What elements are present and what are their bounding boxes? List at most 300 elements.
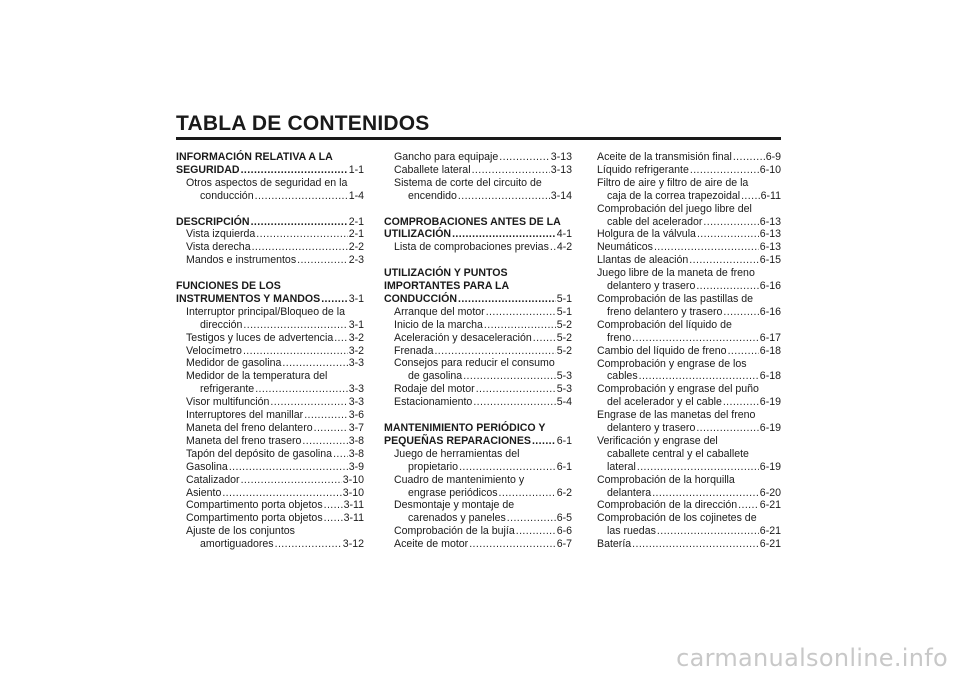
toc-entry-text: caja de la correa trapezoidal bbox=[607, 189, 741, 202]
dot-leader bbox=[690, 164, 759, 177]
dot-leader bbox=[275, 538, 342, 551]
toc-entry bbox=[597, 151, 781, 164]
toc-page-number: 6-2 bbox=[556, 486, 572, 499]
toc-entry-text: Comprobación de los cojinetes de bbox=[597, 512, 757, 525]
toc-entry-line bbox=[384, 499, 572, 512]
toc-entry bbox=[384, 177, 572, 203]
toc-entry-line bbox=[597, 319, 781, 332]
toc-entry-line bbox=[176, 228, 364, 241]
toc-entry-text: carenados y paneles bbox=[408, 512, 506, 525]
toc-page-number: 3-8 bbox=[348, 447, 364, 460]
toc-page-number: 6-9 bbox=[765, 151, 781, 163]
toc-entry bbox=[176, 448, 364, 461]
toc-page-number: 3-7 bbox=[348, 422, 364, 434]
toc-entry-line bbox=[176, 332, 364, 345]
toc-page-number: 3-3 bbox=[348, 396, 364, 409]
dot-leader bbox=[255, 190, 348, 203]
toc-entry-text: Compartimento porta objetos bbox=[186, 499, 323, 512]
toc-entry-line bbox=[176, 499, 364, 512]
toc-entry-line bbox=[597, 358, 781, 371]
toc-page-number: 6-13 bbox=[759, 228, 781, 241]
toc-entry-line bbox=[597, 383, 781, 396]
toc-entry-line bbox=[176, 448, 364, 461]
toc-entry-text: Visor multifunción bbox=[186, 396, 270, 409]
dot-leader bbox=[637, 461, 759, 474]
toc-entry-line bbox=[176, 461, 364, 474]
toc-entry-line bbox=[384, 164, 572, 177]
toc-entry bbox=[384, 525, 572, 538]
toc-entry-line bbox=[597, 280, 781, 293]
toc-entry-line bbox=[384, 370, 572, 383]
toc-page-number: 6-19 bbox=[759, 396, 781, 409]
toc-entry-line bbox=[597, 216, 781, 229]
toc-entry-text: Aceleración y desaceleración bbox=[394, 331, 532, 344]
dot-leader bbox=[486, 306, 556, 319]
toc-entry-text: Líquido refrigerante bbox=[597, 163, 689, 176]
dot-leader bbox=[222, 487, 341, 500]
toc-entry-text: Maneta del freno delantero bbox=[186, 422, 313, 434]
toc-page-number: 6-16 bbox=[759, 280, 781, 293]
toc-entry-text: Cambio del líquido de freno bbox=[597, 344, 727, 357]
toc-entry bbox=[176, 487, 364, 500]
toc-entry-line bbox=[384, 216, 572, 229]
toc-entry-line bbox=[384, 345, 572, 358]
dot-leader bbox=[243, 345, 348, 358]
toc-entry-line bbox=[176, 319, 364, 332]
toc-entry bbox=[597, 241, 781, 254]
toc-entry-line bbox=[384, 487, 572, 500]
toc-entry-text: Mandos e instrumentos bbox=[186, 254, 297, 267]
dot-leader bbox=[469, 538, 555, 551]
dot-leader bbox=[334, 332, 347, 345]
toc-entry-text: CONDUCCIÓN bbox=[384, 292, 457, 305]
toc-entry-text: Neumáticos bbox=[597, 241, 653, 254]
toc-entry bbox=[176, 422, 364, 435]
toc-entry-text: Arranque del motor bbox=[394, 305, 485, 318]
toc-entry-line bbox=[597, 422, 781, 435]
toc-entry-text: encendido bbox=[408, 189, 457, 202]
watermark: carmanualsonline.info bbox=[676, 644, 948, 672]
toc-page-number: 5-3 bbox=[556, 383, 572, 396]
toc-entry-line bbox=[384, 293, 572, 306]
dot-leader bbox=[458, 293, 556, 306]
toc-page-number: 3-2 bbox=[348, 344, 364, 357]
toc-page-number: 6-19 bbox=[759, 422, 781, 435]
toc-entry-text: Batería bbox=[597, 538, 632, 551]
toc-entry-text: Catalizador bbox=[186, 473, 240, 486]
toc-entry-line bbox=[384, 306, 572, 319]
toc-entry-text: Otros aspectos de seguridad en la bbox=[186, 176, 348, 189]
toc-entry-text: lateral bbox=[607, 460, 636, 473]
dot-leader bbox=[241, 474, 342, 487]
dot-leader bbox=[632, 538, 759, 551]
toc-entry-line bbox=[176, 396, 364, 409]
toc-entry bbox=[597, 293, 781, 319]
page-title: TABLA DE CONTENIDOS bbox=[176, 112, 430, 135]
toc-entry bbox=[597, 228, 781, 241]
dot-leader bbox=[703, 216, 758, 229]
toc-entry bbox=[597, 267, 781, 293]
toc-entry-line bbox=[176, 151, 364, 164]
toc-entry-text: Caballete lateral bbox=[394, 163, 471, 176]
dot-leader bbox=[697, 228, 759, 241]
dot-leader bbox=[654, 241, 759, 254]
toc-entry-text: delantero y trasero bbox=[607, 422, 696, 435]
toc-entry-line bbox=[384, 512, 572, 525]
toc-entry-line bbox=[597, 241, 781, 254]
toc-entry-line bbox=[384, 151, 572, 164]
toc-entry-text: refrigerante bbox=[200, 383, 255, 396]
toc-entry-line bbox=[384, 396, 572, 409]
toc-entry-text: Holgura de la válvula bbox=[597, 228, 696, 241]
toc-entry bbox=[176, 499, 364, 512]
toc-entry bbox=[384, 151, 572, 164]
title-rule bbox=[176, 137, 781, 140]
toc-entry bbox=[384, 396, 572, 409]
toc-entry-line bbox=[176, 474, 364, 487]
toc-page-number: 4-1 bbox=[556, 228, 572, 241]
toc-page-number: 3-13 bbox=[550, 151, 572, 163]
toc-entry-text: Juego libre de la maneta de freno bbox=[597, 267, 755, 280]
toc-entry-text: Comprobación y engrase de los bbox=[597, 357, 747, 370]
dot-leader bbox=[459, 461, 556, 474]
toc-page-number: 3-9 bbox=[348, 460, 364, 473]
toc-entry-line bbox=[597, 487, 781, 500]
toc-entry-text: INSTRUMENTOS Y MANDOS bbox=[176, 292, 321, 305]
toc-section-heading bbox=[384, 267, 572, 306]
dot-leader bbox=[324, 499, 343, 512]
toc-entry-line bbox=[176, 422, 364, 435]
dot-leader bbox=[652, 487, 759, 500]
toc-entry-line bbox=[597, 164, 781, 177]
toc-page-number: 6-17 bbox=[759, 331, 781, 344]
toc-entry-text: cable del acelerador bbox=[607, 215, 703, 228]
toc-entry-line bbox=[597, 151, 781, 164]
toc-page-number: 3-2 bbox=[348, 331, 364, 344]
toc-entry-text: Llantas de aleación bbox=[597, 254, 689, 267]
dot-leader bbox=[741, 190, 759, 203]
toc-entry-line bbox=[384, 383, 572, 396]
toc-entry-line bbox=[384, 241, 572, 254]
toc-entry-line bbox=[384, 319, 572, 332]
toc-entry-line bbox=[176, 383, 364, 396]
toc-entry-line bbox=[176, 409, 364, 422]
toc-page-number: 5-3 bbox=[556, 370, 572, 383]
dot-leader bbox=[484, 319, 556, 332]
toc-entry-text: Vista derecha bbox=[186, 241, 251, 254]
toc-page-number: 2-1 bbox=[348, 215, 364, 228]
dot-leader bbox=[333, 448, 348, 461]
toc-entry-line bbox=[597, 293, 781, 306]
toc-entry bbox=[176, 409, 364, 422]
toc-page-number: 6-7 bbox=[556, 538, 572, 551]
toc-entry-line bbox=[597, 435, 781, 448]
toc-entry bbox=[176, 435, 364, 448]
toc-page-number: 5-1 bbox=[556, 305, 572, 318]
toc-entry-line bbox=[176, 177, 364, 190]
dot-leader bbox=[282, 357, 347, 370]
toc-entry-line bbox=[597, 177, 781, 190]
toc-entry-text: Medidor de la temperatura del bbox=[186, 370, 328, 383]
toc-entry-text: Consejos para reducir el consumo bbox=[394, 357, 555, 370]
toc-entry bbox=[176, 370, 364, 396]
toc-entry-line bbox=[384, 448, 572, 461]
toc-page-number: 6-13 bbox=[759, 241, 781, 254]
toc-entry-text: UTILIZACIÓN bbox=[384, 228, 452, 241]
toc-page-number: 2-2 bbox=[348, 241, 364, 254]
toc-entry bbox=[176, 525, 364, 551]
toc-entry bbox=[384, 319, 572, 332]
dot-leader bbox=[728, 345, 759, 358]
toc-entry bbox=[384, 164, 572, 177]
toc-entry bbox=[597, 164, 781, 177]
toc-page-number: 5-4 bbox=[556, 396, 572, 409]
toc-page-number: 2-3 bbox=[348, 254, 364, 267]
dot-leader bbox=[516, 525, 556, 538]
dot-leader bbox=[243, 319, 347, 332]
toc-entry-text: Aceite de motor bbox=[394, 538, 469, 551]
toc-entry-text: Comprobación del líquido de bbox=[597, 318, 732, 331]
toc-entry-text: Gancho para equipaje bbox=[394, 151, 499, 163]
toc-entry bbox=[384, 474, 572, 500]
toc-entry-line bbox=[597, 190, 781, 203]
toc-page-number: 3-10 bbox=[342, 486, 364, 499]
toc-page-number: 6-11 bbox=[760, 189, 781, 202]
toc-entry bbox=[597, 512, 781, 538]
toc-page-number: 6-5 bbox=[556, 512, 572, 525]
toc-entry-text: Estacionamiento bbox=[394, 396, 473, 409]
toc-entry-text: MANTENIMIENTO PERIÓDICO Y bbox=[384, 421, 546, 434]
toc-page-number: 6-21 bbox=[759, 538, 781, 551]
toc-entry-text: del acelerador y el cable bbox=[607, 396, 722, 409]
toc-entry-text: Interruptores del manillar bbox=[186, 409, 304, 422]
toc-entry bbox=[384, 332, 572, 345]
toc-entry-text: las ruedas bbox=[607, 525, 656, 538]
toc-entry-line bbox=[176, 370, 364, 383]
dot-leader bbox=[689, 254, 759, 267]
dot-leader bbox=[639, 370, 759, 383]
toc-entry-text: Comprobación de la bujía bbox=[394, 525, 515, 538]
toc-entry-line bbox=[597, 332, 781, 345]
toc-entry-line bbox=[384, 332, 572, 345]
toc-entry-text: engrase periódicos bbox=[408, 486, 498, 499]
toc-page-number: 6-19 bbox=[759, 460, 781, 473]
toc-entry-line bbox=[384, 280, 572, 293]
toc-entry-text: PEQUEÑAS REPARACIONES bbox=[384, 434, 531, 447]
dot-leader bbox=[463, 370, 555, 383]
toc-page-number: 3-1 bbox=[348, 292, 364, 305]
dot-leader bbox=[532, 435, 556, 448]
toc-page-number: 5-2 bbox=[556, 318, 572, 331]
dot-leader bbox=[499, 151, 550, 164]
toc-entry bbox=[597, 538, 781, 551]
toc-entry-line bbox=[597, 254, 781, 267]
toc-page-number: 6-10 bbox=[759, 163, 781, 176]
toc-column-1 bbox=[176, 151, 364, 551]
toc-page-number: 6-16 bbox=[759, 305, 781, 318]
toc-entry bbox=[384, 499, 572, 525]
toc-entry bbox=[176, 396, 364, 409]
toc-entry-text: dirección bbox=[200, 318, 243, 331]
dot-leader bbox=[256, 228, 347, 241]
toc-entry-text: cables bbox=[607, 370, 638, 383]
dot-leader bbox=[696, 422, 758, 435]
toc-section-heading bbox=[384, 216, 572, 242]
toc-page-number: 3-8 bbox=[348, 434, 364, 447]
toc-entry-text: UTILIZACIÓN Y PUNTOS bbox=[384, 267, 508, 280]
toc-entry-line bbox=[384, 190, 572, 203]
dot-leader bbox=[458, 190, 550, 203]
toc-entry bbox=[597, 383, 781, 409]
toc-section-heading bbox=[384, 422, 572, 448]
dot-leader bbox=[476, 383, 556, 396]
toc-entry bbox=[384, 345, 572, 358]
toc-entry-text: conducción bbox=[200, 189, 254, 202]
toc-entry-line bbox=[384, 474, 572, 487]
toc-entry bbox=[176, 254, 364, 267]
toc-entry bbox=[597, 358, 781, 384]
toc-page-number: 6-1 bbox=[556, 434, 572, 447]
toc-entry-line bbox=[176, 525, 364, 538]
toc-entry bbox=[597, 177, 781, 203]
toc-page-number: 5-1 bbox=[556, 292, 572, 305]
toc-page-number: 6-15 bbox=[759, 254, 781, 267]
toc-page-number: 5-2 bbox=[556, 344, 572, 357]
toc-entry-text: INFORMACIÓN RELATIVA A LA bbox=[176, 151, 333, 163]
toc-page-number: 3-12 bbox=[342, 538, 364, 551]
toc-page-number: 6-18 bbox=[759, 370, 781, 383]
toc-entry bbox=[176, 345, 364, 358]
toc-entry-line bbox=[176, 512, 364, 525]
toc-page-number: 3-11 bbox=[343, 512, 364, 525]
toc-entry-text: Compartimento porta objetos bbox=[186, 512, 323, 525]
toc-entry-line bbox=[176, 487, 364, 500]
toc-entry-text: DESCRIPCIÓN bbox=[176, 215, 250, 228]
dot-leader bbox=[452, 228, 556, 241]
toc-entry-text: Inicio de la marcha bbox=[394, 318, 483, 331]
toc-entry-text: Verificación y engrase del bbox=[597, 434, 718, 447]
toc-entry-text: Gasolina bbox=[186, 460, 228, 473]
toc-entry bbox=[384, 357, 572, 383]
dot-leader bbox=[302, 435, 347, 448]
dot-leader bbox=[738, 499, 759, 512]
toc-entry-text: Filtro de aire y filtro de aire de la bbox=[597, 176, 749, 189]
toc-page-number: 3-10 bbox=[342, 473, 364, 486]
toc-entry-text: Comprobación y engrase del puño bbox=[597, 383, 759, 396]
dot-leader bbox=[533, 332, 556, 345]
dot-leader bbox=[270, 396, 347, 409]
toc-entry bbox=[176, 332, 364, 345]
toc-entry-line bbox=[176, 280, 364, 293]
toc-entry-line bbox=[597, 228, 781, 241]
dot-leader bbox=[251, 216, 348, 229]
toc-entry-line bbox=[597, 461, 781, 474]
toc-entry-line bbox=[597, 499, 781, 512]
toc-entry-line bbox=[597, 370, 781, 383]
toc-entry-line bbox=[384, 525, 572, 538]
toc-entry bbox=[597, 499, 781, 512]
toc-page-number: 6-1 bbox=[556, 460, 572, 473]
toc-page-number: 4-2 bbox=[556, 241, 573, 254]
toc-entry bbox=[384, 383, 572, 396]
toc-entry-line bbox=[176, 254, 364, 267]
toc-entry-line bbox=[176, 190, 364, 203]
toc-entry bbox=[176, 228, 364, 241]
toc-section-heading bbox=[176, 216, 364, 229]
toc-entry-text: delantera bbox=[607, 486, 652, 499]
toc-entry-line bbox=[176, 435, 364, 448]
toc-page-number: 3-13 bbox=[550, 163, 572, 176]
toc-entry-text: freno delantero y trasero bbox=[607, 305, 723, 318]
toc-entry-line bbox=[597, 203, 781, 216]
dot-leader bbox=[473, 396, 555, 409]
toc-entry-line bbox=[176, 164, 364, 177]
toc-entry bbox=[597, 254, 781, 267]
toc-page-number: 3-1 bbox=[348, 318, 364, 331]
toc-entry bbox=[176, 512, 364, 525]
toc-entry-text: Interruptor principal/Bloqueo de la bbox=[186, 305, 346, 318]
toc-entry-text: Lista de comprobaciones previas bbox=[394, 241, 549, 254]
toc-entry-text: de gasolina bbox=[408, 370, 463, 383]
toc-entry-line bbox=[597, 306, 781, 319]
toc-entry-line bbox=[384, 435, 572, 448]
toc-entry-text: Engrase de las manetas del freno bbox=[597, 409, 756, 422]
toc-entry-text: Comprobación del juego libre del bbox=[597, 202, 752, 215]
toc-entry-line bbox=[176, 345, 364, 358]
dot-leader bbox=[241, 164, 348, 177]
dot-leader bbox=[321, 293, 347, 306]
toc-entry-text: Tapón del depósito de gasolina bbox=[186, 447, 333, 460]
toc-entry-text: Vista izquierda bbox=[186, 228, 256, 241]
toc-entry-line bbox=[384, 422, 572, 435]
dot-leader bbox=[550, 241, 556, 254]
toc-entry-text: Desmontaje y montaje de bbox=[394, 499, 515, 512]
toc-page-number: 3-3 bbox=[348, 357, 364, 370]
toc-page-number: 6-18 bbox=[759, 344, 781, 357]
toc-entry-text: Asiento bbox=[186, 486, 222, 499]
dot-leader bbox=[499, 487, 556, 500]
toc-entry-line bbox=[597, 267, 781, 280]
toc-entry bbox=[384, 538, 572, 551]
toc-page-number: 1-1 bbox=[348, 163, 364, 176]
toc-entry-line bbox=[176, 216, 364, 229]
toc-entry bbox=[176, 461, 364, 474]
toc-entry-text: Juego de herramientas del bbox=[394, 447, 520, 460]
dot-leader bbox=[255, 383, 348, 396]
toc-page-number: 1-4 bbox=[348, 189, 364, 202]
toc-page-number: 6-6 bbox=[556, 525, 572, 538]
toc-entry bbox=[176, 357, 364, 370]
toc-page-number: 6-13 bbox=[759, 215, 781, 228]
toc-entry-line bbox=[384, 357, 572, 370]
toc-entry-line bbox=[597, 448, 781, 461]
toc-entry-line bbox=[597, 474, 781, 487]
toc-entry-text: SEGURIDAD bbox=[176, 163, 240, 176]
toc-entry bbox=[176, 306, 364, 332]
toc-entry-line bbox=[176, 357, 364, 370]
dot-leader bbox=[657, 525, 759, 538]
toc-page-number: 3-11 bbox=[343, 499, 364, 512]
toc-entry bbox=[597, 345, 781, 358]
toc-section-heading bbox=[176, 151, 364, 177]
toc-page-number: 3-14 bbox=[550, 189, 572, 202]
toc-entry-line bbox=[597, 396, 781, 409]
toc-page-number: 3-6 bbox=[348, 409, 364, 422]
toc-entry-line bbox=[176, 241, 364, 254]
toc-page-number: 5-2 bbox=[556, 331, 572, 344]
toc-entry-line bbox=[384, 538, 572, 551]
toc-entry-line bbox=[597, 538, 781, 551]
